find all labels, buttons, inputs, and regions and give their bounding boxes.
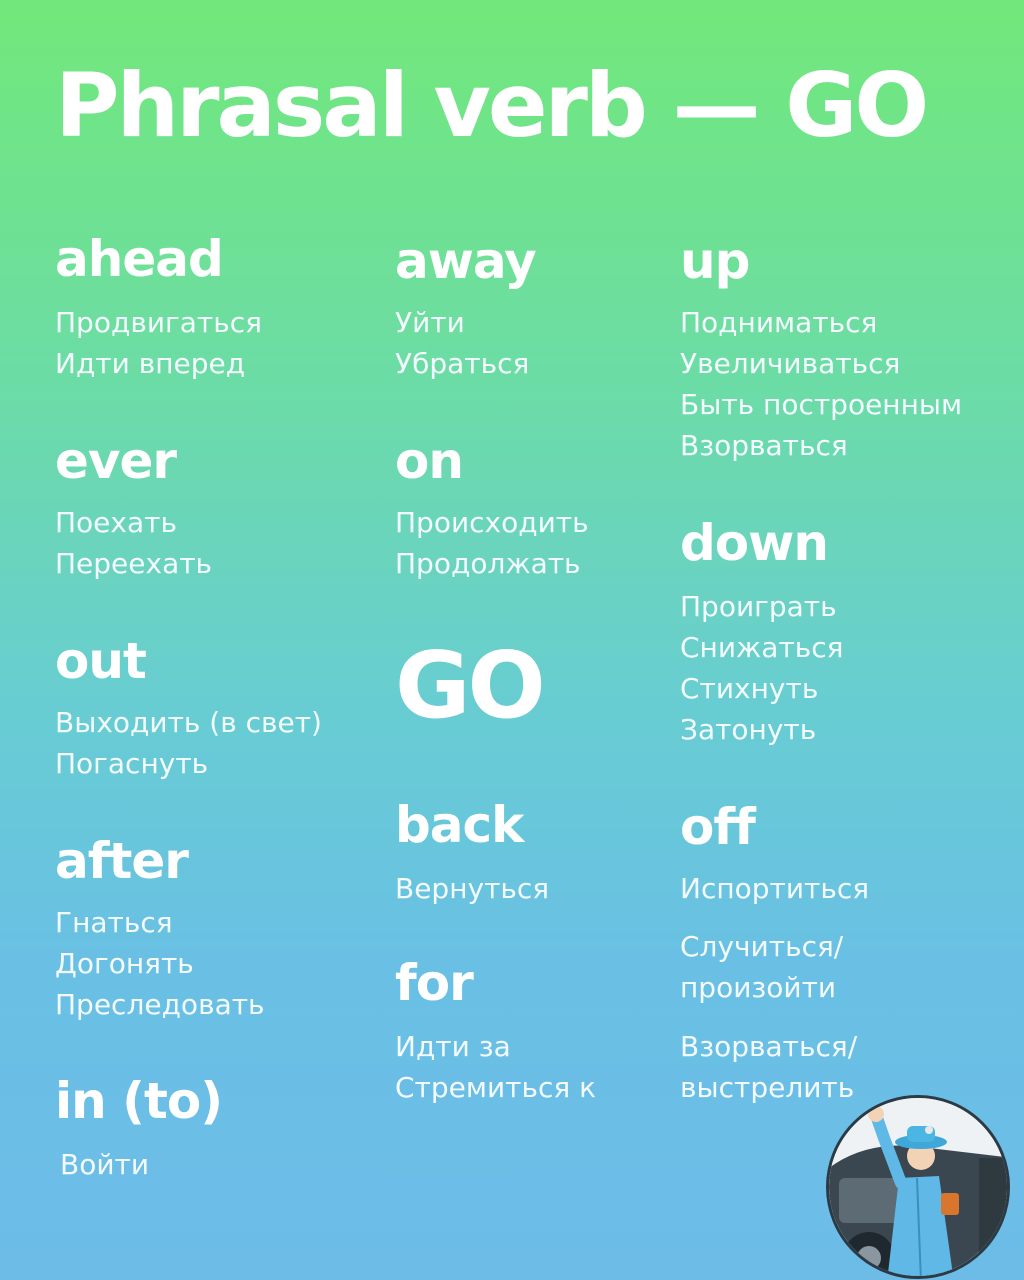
translation: Затонуть (680, 713, 817, 746)
translation: Проиграть (680, 590, 837, 623)
translations-after (55, 902, 265, 1025)
translation: Увеличиваться (680, 347, 901, 380)
translation: Происходить (395, 506, 589, 539)
verb-after: after (55, 832, 188, 890)
translation: Догонять (55, 947, 194, 980)
translation: Стремиться к (395, 1071, 597, 1104)
translation: Взорваться (680, 429, 848, 462)
translation: Преследовать (55, 988, 265, 1021)
translation: Погаснуть (55, 747, 209, 780)
translations-away (395, 302, 529, 384)
queen-waving-illustration-icon (826, 1095, 1010, 1279)
page-title: Phrasal verb — GO (55, 54, 927, 157)
translations-off-2 (680, 926, 843, 1008)
verb-off: off (680, 798, 755, 856)
verb-on: on (395, 432, 463, 490)
avatar-illustration (829, 1098, 1010, 1279)
translation: Снижаться (680, 631, 844, 664)
translation: Войти (60, 1148, 150, 1181)
translation: выстрелить (680, 1071, 855, 1104)
verb-away: away (395, 232, 536, 290)
translations-up (680, 302, 962, 466)
translations-ahead (55, 302, 262, 384)
translation: Поехать (55, 506, 177, 539)
translation: Испортиться (680, 872, 870, 905)
translation: Переехать (55, 547, 213, 580)
verb-back: back (395, 796, 524, 854)
translations-ever (55, 502, 212, 584)
translation: Случиться/ (680, 930, 844, 963)
center-go-word: GO (395, 632, 543, 739)
translations-for (395, 1026, 596, 1108)
translation: Быть построенным (680, 388, 963, 421)
translation: Идти вперед (55, 347, 246, 380)
verb-in-to: in (to) (55, 1072, 223, 1130)
translation: Убраться (395, 347, 530, 380)
translations-in-to (60, 1144, 149, 1185)
verb-down: down (680, 514, 828, 572)
translation: Уйти (395, 306, 465, 339)
translations-down (680, 586, 844, 750)
translation: Продвигаться (55, 306, 262, 339)
translation: Идти за (395, 1030, 511, 1063)
translations-out (55, 702, 322, 784)
translation: произойти (680, 971, 837, 1004)
translations-back (395, 868, 549, 909)
translation: Подниматься (680, 306, 878, 339)
translations-off (680, 868, 869, 909)
translations-off-3 (680, 1026, 857, 1108)
translation: Вернуться (395, 872, 550, 905)
verb-out: out (55, 632, 146, 690)
verb-for: for (395, 954, 473, 1012)
verb-up: up (680, 232, 750, 290)
verb-ever: ever (55, 432, 177, 490)
translation: Гнаться (55, 906, 173, 939)
translation: Продолжать (395, 547, 581, 580)
translation: Взорваться/ (680, 1030, 858, 1063)
verb-ahead: ahead (55, 230, 223, 288)
translation: Стихнуть (680, 672, 819, 705)
translation: Выходить (в свет) (55, 706, 322, 739)
translations-on (395, 502, 589, 584)
